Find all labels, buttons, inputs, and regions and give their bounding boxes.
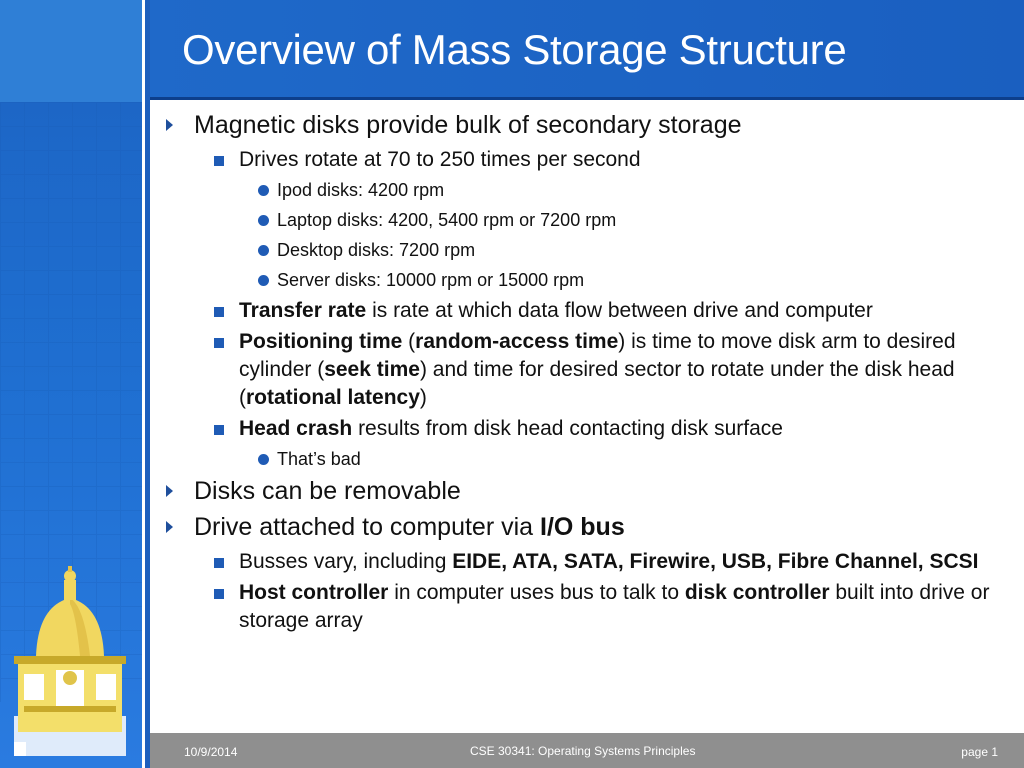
slide-content [162,106,1012,638]
bullet-text: Laptop disks: 4200, 5400 rpm or 7200 rpm [277,210,617,230]
bullet-level1 [162,476,1012,506]
circle-bullet-icon [258,454,269,465]
sidebar-top-block [0,0,142,102]
bullet-text: in computer uses bus to talk to [388,581,685,604]
square-bullet-icon [214,156,224,166]
circle-bullet-icon [258,185,269,196]
bold-term: rotational latency [246,386,420,409]
slide-title: Overview of Mass Storage Structure [182,26,847,73]
circle-bullet-icon [258,215,269,226]
triangle-bullet-icon [166,485,173,497]
bullet-level3 [162,446,1012,472]
bold-term: I/O bus [540,513,625,541]
bold-term: random-access time [415,330,619,353]
bold-term: Head crash [239,417,353,440]
footer-page-number: page 1 [961,745,998,759]
bullet-text: Server disks: 10000 rpm or 15000 rpm [277,270,585,290]
bullet-text: Magnetic disks provide bulk of secondary storage [194,111,742,139]
bullet-level2 [162,297,1012,325]
bullet-level1 [162,110,1012,140]
bullet-text: Drives rotate at 70 to 250 times per second [239,148,641,171]
bullet-text: results from disk head contacting disk surface [352,417,783,440]
bullet-text: Desktop disks: 7200 rpm [277,240,476,260]
bold-term: seek time [324,358,420,381]
bullet-text: ) is time to move disk arm to desired cylinder ( [239,330,956,381]
square-bullet-icon [214,589,224,599]
bullet-text: That’s bad [277,449,361,469]
circle-bullet-icon [258,245,269,256]
bold-term: Host controller [239,581,389,604]
triangle-bullet-icon [166,521,173,533]
bold-term: EIDE, ATA, SATA, Firewire, USB, Fibre Channel, SCSI [452,550,979,573]
title-underline [150,97,1024,100]
square-bullet-icon [214,425,224,435]
bullet-text: ( [402,330,416,353]
bullet-text: Drive attached to computer via [194,513,540,541]
bullet-level2 [162,146,1012,174]
bullet-level2 [162,415,1012,443]
bullet-level1 [162,512,1012,542]
triangle-bullet-icon [166,119,173,131]
footer-date: 10/9/2014 [184,745,238,759]
bullet-level3 [162,177,1012,203]
footer-bar [150,733,1024,768]
bullet-text: Busses vary, including [239,550,453,573]
circle-bullet-icon [258,275,269,286]
square-bullet-icon [214,558,224,568]
bold-term: Transfer rate [239,299,367,322]
bullet-text: Ipod disks: 4200 rpm [277,180,445,200]
bullet-text: is rate at which data flow between drive and computer [366,299,873,322]
sidebar-separator-dark [145,0,150,768]
square-bullet-icon [214,307,224,317]
bullet-level2 [162,579,1012,635]
bullet-level2 [162,328,1012,412]
bullet-text: built into drive or storage array [239,581,990,632]
bullet-level3 [162,237,1012,263]
bold-term: disk controller [684,581,830,604]
bullet-level3 [162,207,1012,233]
bullet-level2 [162,548,1012,576]
bullet-text: ) [419,386,427,409]
bold-term: Positioning time [239,330,403,353]
square-bullet-icon [214,338,224,348]
bullet-text: ) and time for desired sector to rotate under the disk head ( [239,358,955,409]
golden-dome-icon [14,566,126,756]
bullet-text: Disks can be removable [194,477,461,505]
bullet-level3 [162,267,1012,293]
title-bar [150,0,1024,100]
left-sidebar [0,0,150,768]
footer-course: CSE 30341: Operating Systems Principles [470,744,696,758]
